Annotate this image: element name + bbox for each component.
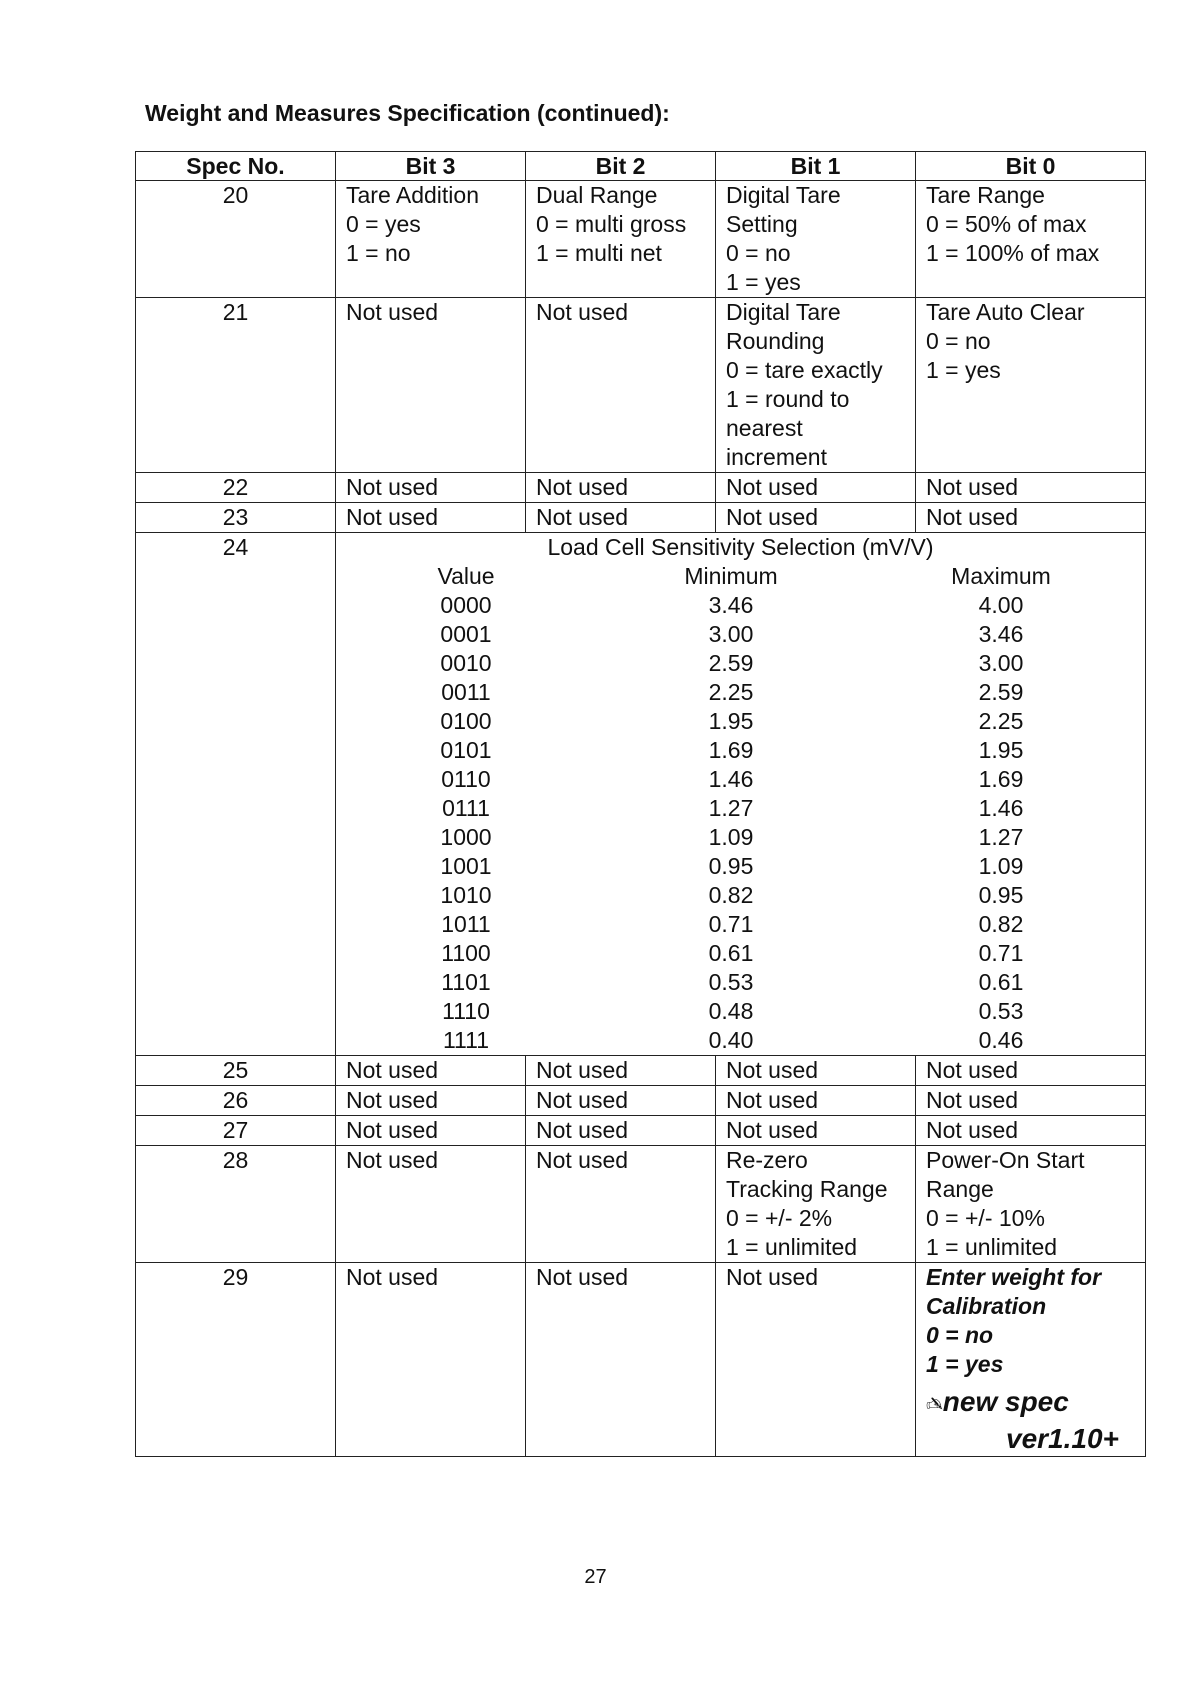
cell-line: 0 = +/- 2% <box>726 1205 833 1231</box>
cell-line: Range <box>926 1176 994 1202</box>
cell-line: Digital Tare <box>726 299 841 325</box>
sensitivity-max: 1.69 <box>978 766 1024 792</box>
cell-line: 0 = no <box>926 1322 994 1348</box>
spec-number: 22 <box>136 473 336 503</box>
cell-line: Setting <box>726 211 798 237</box>
new-spec-note <box>926 1385 1135 1456</box>
sensitivity-value: 0111 <box>442 795 490 821</box>
sensitivity-min: 3.46 <box>708 592 754 618</box>
cell-line: 1 = yes <box>726 269 801 295</box>
sensitivity-min: 1.27 <box>708 795 754 821</box>
writing-hand-icon: ✍ <box>926 1394 943 1416</box>
cell-line: 1 = yes <box>926 357 1001 383</box>
sensitivity-value: 0100 <box>440 708 492 734</box>
bit3-cell <box>336 181 526 298</box>
bit3-cell: Not used <box>336 1146 526 1263</box>
bit3-cell: Not used <box>336 503 526 533</box>
cell-line: 1 = multi net <box>536 240 662 266</box>
bit3-cell: Not used <box>336 298 526 473</box>
cell-line: 0 = multi gross <box>536 211 687 237</box>
cell-line: 0 = tare exactly <box>726 357 883 383</box>
sensitivity-min: 3.00 <box>708 621 754 647</box>
sensitivity-value: 1100 <box>441 940 491 966</box>
sensitivity-min: 0.82 <box>708 882 754 908</box>
sensitivity-max: 0.82 <box>978 911 1024 937</box>
cell-line: 0 = yes <box>346 211 421 237</box>
cell-line: 0 = +/- 10% <box>926 1205 1045 1231</box>
cell-line: 0 = 50% of max <box>926 211 1087 237</box>
sensitivity-max: 2.59 <box>978 679 1024 705</box>
table-row <box>136 1263 1146 1457</box>
bit3-cell: Not used <box>336 1263 526 1457</box>
cell-line: 0 = no <box>726 240 791 266</box>
sensitivity-min: 2.59 <box>708 650 754 676</box>
bit1-cell: Not used <box>716 1263 916 1457</box>
cell-line: 1 = 100% of max <box>926 240 1100 266</box>
spec-number: 26 <box>136 1086 336 1116</box>
sensitivity-value: 1011 <box>441 911 491 937</box>
sensitivity-min: 0.71 <box>708 911 754 937</box>
bit0-cell: Not used <box>916 1116 1146 1146</box>
bit1-cell <box>716 181 916 298</box>
cell-line: Digital Tare <box>726 182 841 208</box>
spec-number: 23 <box>136 503 336 533</box>
bit0-cell: Not used <box>916 473 1146 503</box>
cell-line: increment <box>726 444 827 470</box>
sensitivity-cell <box>336 533 1146 1056</box>
cell-line: Enter weight for <box>926 1264 1102 1290</box>
sensitivity-max: 1.27 <box>978 824 1024 850</box>
bit1-cell: Not used <box>716 503 916 533</box>
header-row <box>136 152 1146 181</box>
header-bit0: Bit 0 <box>916 152 1146 181</box>
sensitivity-min: 2.25 <box>708 679 754 705</box>
bit2-cell: Not used <box>526 1056 716 1086</box>
sensitivity-value: 0110 <box>441 766 491 792</box>
table-row <box>136 1056 1146 1086</box>
spec-number: 28 <box>136 1146 336 1263</box>
cell-line: Rounding <box>726 328 825 354</box>
sensitivity-max: 3.46 <box>978 621 1024 647</box>
bit2-cell: Not used <box>526 503 716 533</box>
table-row <box>136 1086 1146 1116</box>
note-line2: ver1.10+ <box>1006 1423 1119 1454</box>
table-row <box>136 298 1146 473</box>
sensitivity-value: 1101 <box>441 969 491 995</box>
bit0-cell: Not used <box>916 1056 1146 1086</box>
cell-line: 1 = unlimited <box>726 1234 858 1260</box>
bit0-cell <box>916 1263 1146 1457</box>
spec-number: 24 <box>136 533 336 1056</box>
bit2-cell: Not used <box>526 298 716 473</box>
table-row <box>136 503 1146 533</box>
cell-line: Dual Range <box>536 182 658 208</box>
bit1-cell <box>716 1146 916 1263</box>
sensitivity-min: 0.61 <box>708 940 754 966</box>
sensitivity-min: 1.09 <box>708 824 754 850</box>
sensitivity-max: 0.95 <box>978 882 1024 908</box>
bit1-cell: Not used <box>716 1116 916 1146</box>
spec-number: 21 <box>136 298 336 473</box>
spec-number: 20 <box>136 181 336 298</box>
cell-line: 1 = unlimited <box>926 1234 1058 1260</box>
sensitivity-min: 1.46 <box>708 766 754 792</box>
header-bit3: Bit 3 <box>336 152 526 181</box>
bit1-cell <box>716 298 916 473</box>
cell-line: 1 = no <box>346 240 411 266</box>
spec-number: 29 <box>136 1263 336 1457</box>
table-row-sensitivity <box>136 533 1146 1056</box>
sensitivity-col-min: Minimum <box>684 563 778 589</box>
cell-line: 1 = round to <box>726 386 850 412</box>
bit1-cell: Not used <box>716 1056 916 1086</box>
sensitivity-col-value: Value <box>437 563 495 589</box>
cell-line: Tracking Range <box>726 1176 888 1202</box>
spec-number: 27 <box>136 1116 336 1146</box>
table-row <box>136 473 1146 503</box>
bit0-cell <box>916 1146 1146 1263</box>
spec-number: 25 <box>136 1056 336 1086</box>
sensitivity-max: 1.95 <box>978 737 1024 763</box>
sensitivity-value: 0011 <box>441 679 491 705</box>
cell-line: Tare Addition <box>346 182 479 208</box>
sensitivity-min: 1.69 <box>708 737 754 763</box>
sensitivity-value: 1110 <box>442 998 490 1024</box>
sensitivity-min: 0.48 <box>708 998 754 1024</box>
bit3-cell: Not used <box>336 473 526 503</box>
bit3-cell: Not used <box>336 1116 526 1146</box>
table-row <box>136 181 1146 298</box>
sensitivity-value: 1111 <box>442 1027 490 1053</box>
cell-line: nearest <box>726 415 803 441</box>
page-number: 27 <box>584 1566 607 1588</box>
sensitivity-value: 0010 <box>440 650 492 676</box>
sensitivity-min: 0.53 <box>708 969 754 995</box>
cell-line: Calibration <box>926 1293 1047 1319</box>
bit2-cell: Not used <box>526 473 716 503</box>
header-bit2: Bit 2 <box>526 152 716 181</box>
sensitivity-heading: Load Cell Sensitivity Selection (mV/V) <box>547 534 934 560</box>
sensitivity-value: 1000 <box>440 824 492 850</box>
page-title: Weight and Measures Specification (continued): <box>145 100 670 126</box>
spec-table <box>135 151 1146 1457</box>
bit0-cell <box>916 298 1146 473</box>
header-spec-no: Spec No. <box>136 152 336 181</box>
bit0-cell: Not used <box>916 503 1146 533</box>
sensitivity-value: 1001 <box>440 853 492 879</box>
sensitivity-max: 0.71 <box>978 940 1024 966</box>
bit1-cell: Not used <box>716 473 916 503</box>
bit0-cell: Not used <box>916 1086 1146 1116</box>
bit2-cell: Not used <box>526 1086 716 1116</box>
sensitivity-value: 0000 <box>440 592 492 618</box>
cell-line: Power-On Start <box>926 1147 1085 1173</box>
bit0-cell <box>916 181 1146 298</box>
bit2-cell: Not used <box>526 1116 716 1146</box>
bit2-cell <box>526 181 716 298</box>
table-row <box>136 1146 1146 1263</box>
sensitivity-max: 3.00 <box>978 650 1024 676</box>
sensitivity-max: 1.46 <box>978 795 1024 821</box>
cell-line: Tare Range <box>926 182 1045 208</box>
cell-line: 1 = yes <box>926 1351 1004 1377</box>
bit3-cell: Not used <box>336 1086 526 1116</box>
sensitivity-max: 2.25 <box>978 708 1024 734</box>
sensitivity-value: 1010 <box>440 882 492 908</box>
header-bit1: Bit 1 <box>716 152 916 181</box>
sensitivity-max: 0.53 <box>978 998 1024 1024</box>
sensitivity-grid <box>336 562 1135 1055</box>
sensitivity-max: 1.09 <box>978 853 1024 879</box>
sensitivity-value: 0101 <box>440 737 492 763</box>
sensitivity-min: 0.95 <box>708 853 754 879</box>
cell-line: 0 = no <box>926 328 991 354</box>
sensitivity-max: 0.46 <box>978 1027 1024 1053</box>
sensitivity-max: 0.61 <box>978 969 1024 995</box>
sensitivity-min: 0.40 <box>708 1027 754 1053</box>
cell-line: Tare Auto Clear <box>926 299 1085 325</box>
sensitivity-col-max: Maximum <box>951 563 1051 589</box>
cell-line: Re-zero <box>726 1147 808 1173</box>
bit2-cell: Not used <box>526 1263 716 1457</box>
sensitivity-max: 4.00 <box>978 592 1024 618</box>
bit1-cell: Not used <box>716 1086 916 1116</box>
sensitivity-value: 0001 <box>440 621 492 647</box>
note-line1: new spec <box>942 1386 1069 1417</box>
table-row <box>136 1116 1146 1146</box>
sensitivity-min: 1.95 <box>708 708 754 734</box>
bit3-cell: Not used <box>336 1056 526 1086</box>
bit2-cell: Not used <box>526 1146 716 1263</box>
